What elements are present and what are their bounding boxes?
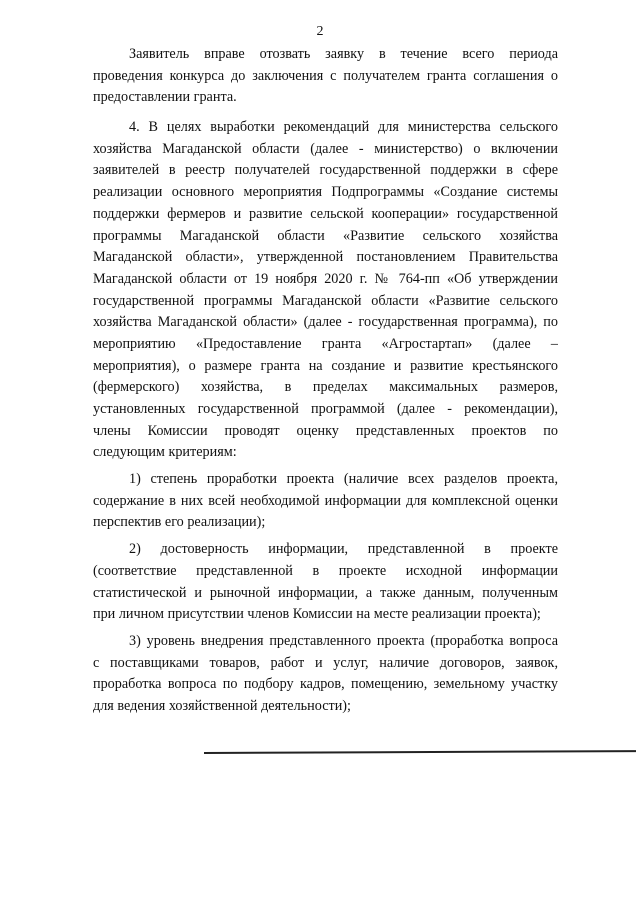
text-line: при личном присутствии членов Комиссии на месте реализации проекта); <box>93 606 541 623</box>
text-line: поддержки фермеров и развитие сельской кооперации» государственной <box>93 205 558 222</box>
text-line: реализации основного мероприятия Подпрограммы «Создание системы <box>93 184 558 201</box>
text-line: 3) уровень внедрения представленного проекта (проработка вопроса <box>129 632 558 649</box>
text-line: мероприятию «Предоставление гранта «Агростартап» (далее – <box>93 335 558 352</box>
text-line: перспектив его реализации); <box>93 514 266 531</box>
text-line: Заявитель вправе отозвать заявку в течение всего периода <box>129 46 558 62</box>
text-line: для ведения хозяйственной деятельности); <box>93 697 351 714</box>
paragraph-withdrawal <box>93 44 558 109</box>
text-line: предоставлении гранта. <box>93 89 237 106</box>
text-line: установленных государственной программой (далее - рекомендации), <box>93 401 558 417</box>
text-line: мероприятия), о размере гранта на создание и развитие крестьянского <box>93 357 558 374</box>
text-line: программы Магаданской области «Развитие сельского хозяйства <box>93 227 558 244</box>
criterion-2 <box>93 539 558 626</box>
text-line: Магаданской области от 19 ноября 2020 г. № 764-пп «Об утверждении <box>93 270 558 287</box>
document-body <box>93 44 558 718</box>
text-line: (соответствие представленной в проекте исходной информации <box>93 562 558 579</box>
divider-line <box>204 750 636 754</box>
text-line: проведения конкурса до заключения с получателем гранта соглашения о <box>93 67 558 84</box>
paragraph-item-4 <box>93 117 558 464</box>
criterion-1 <box>93 469 558 534</box>
text-line: заявителей в реестр получателей государственной поддержки в сфере <box>93 162 558 179</box>
text-line: хозяйства Магаданской области (далее - министерство) о включении <box>93 140 558 157</box>
text-line: члены Комиссии проводят оценку представленных проектов по <box>93 422 558 439</box>
text-line: хозяйства Магаданской области» (далее - государственная программа), по <box>93 314 558 331</box>
text-line: содержание в них всей необходимой информации для комплексной оценки <box>93 492 558 509</box>
text-line: государственной программы Магаданской области «Развитие сельского <box>93 292 558 309</box>
text-line: 4. В целях выработки рекомендаций для министерства сельского <box>129 119 558 136</box>
text-line: Магаданской области», утвержденной постановлением Правительства <box>93 249 558 266</box>
text-line: статистической и рыночной информации, а также данным, полученным <box>93 584 558 601</box>
text-line: 1) степень проработки проекта (наличие всех разделов проекта, <box>129 471 558 488</box>
text-line: с поставщиками товаров, работ и услуг, наличие договоров, заявок, <box>93 654 558 671</box>
text-line: следующим критериям: <box>93 444 237 461</box>
text-line: 2) достоверность информации, представленной в проекте <box>129 541 558 558</box>
criterion-3 <box>93 631 558 718</box>
page-number: 2 <box>316 24 324 39</box>
text-line: проработка вопроса по подбору кадров, помещению, земельному участку <box>93 676 558 693</box>
text-line: (фермерского) хозяйства, в пределах максимальных размеров, <box>93 379 558 396</box>
